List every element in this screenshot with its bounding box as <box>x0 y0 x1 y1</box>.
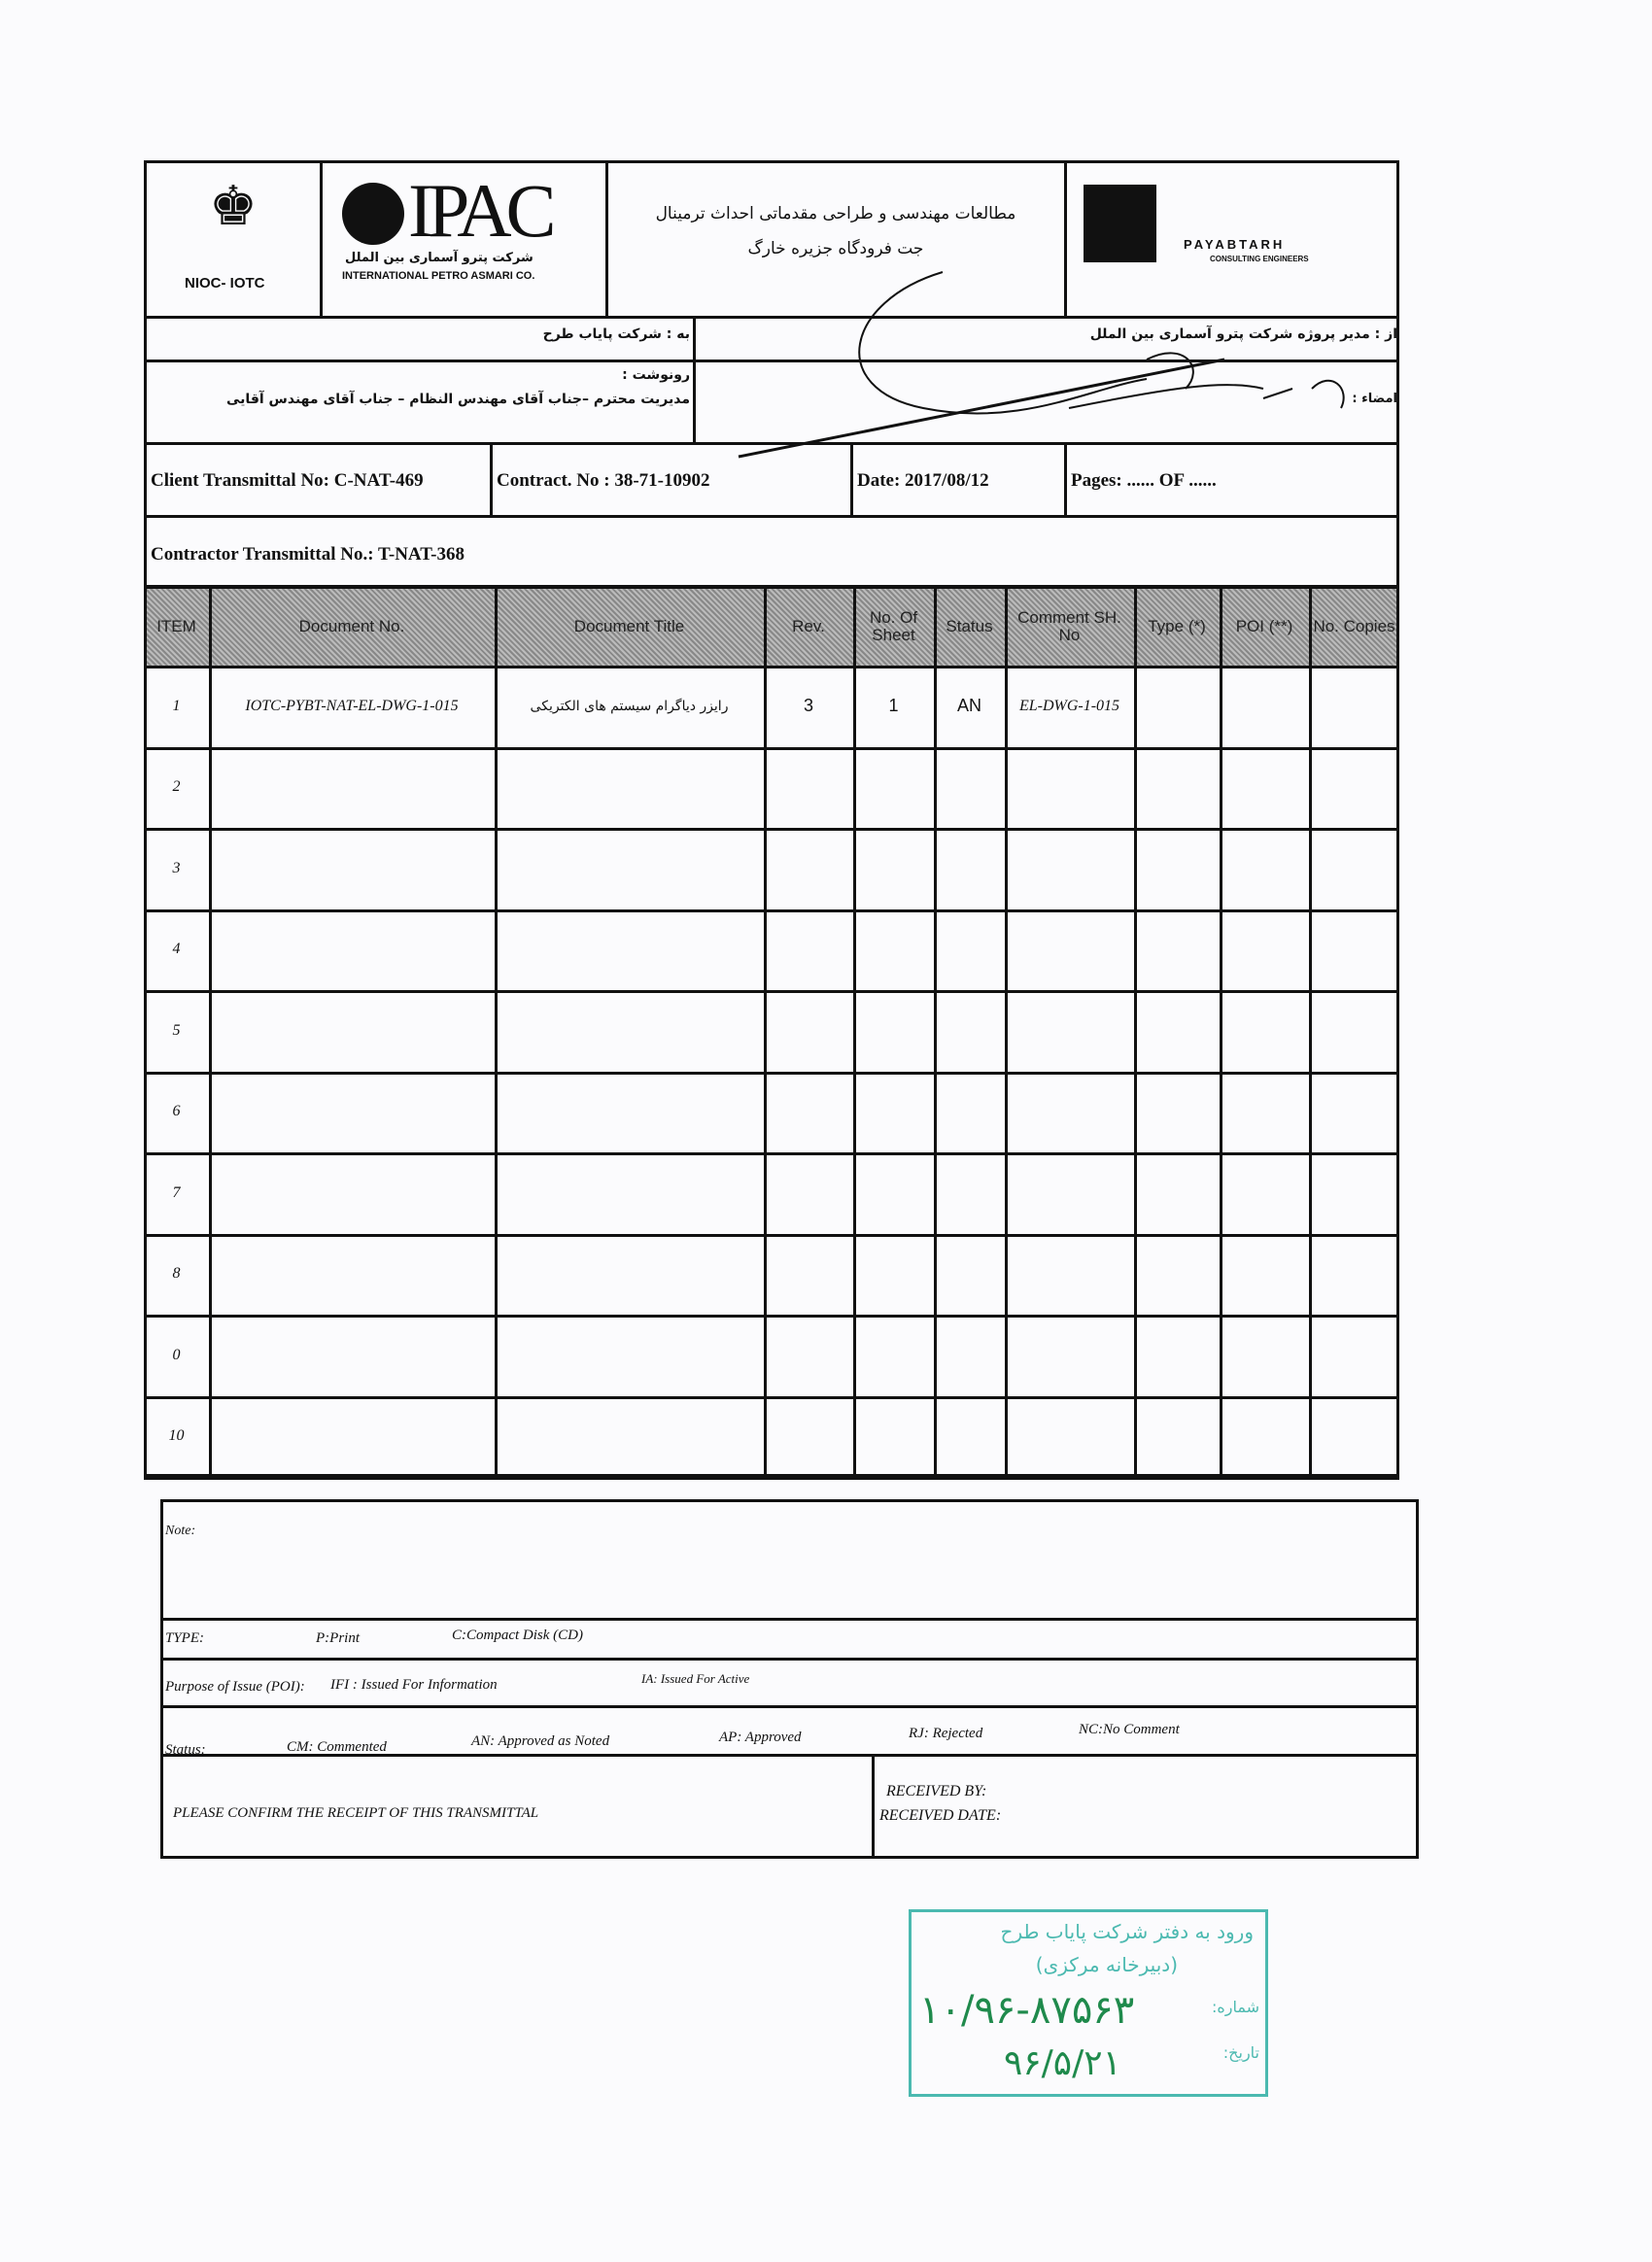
table-cell: EL-DWG-1-015 <box>1018 697 1120 714</box>
table-cell <box>1005 990 1134 1072</box>
poi-ia: IA: Issued For Active <box>641 1671 750 1686</box>
column-header: No. Copies <box>1313 617 1395 635</box>
table-cell <box>1220 747 1309 829</box>
ipac-logo: IPAC <box>408 168 551 253</box>
table-cell <box>1134 747 1220 829</box>
column-header: Document No. <box>298 617 405 635</box>
table-cell: AN <box>956 696 981 716</box>
table-cell <box>853 747 934 829</box>
contract-no: Contract. No : 38-71-10902 <box>497 470 710 491</box>
table-cell <box>209 990 495 1072</box>
table-cell <box>209 747 495 829</box>
table-cell <box>1220 666 1309 747</box>
payab-name: PAYABTARH <box>1184 237 1286 252</box>
received-by: RECEIVED BY: <box>886 1783 987 1799</box>
confirm-receipt: PLEASE CONFIRM THE RECEIPT OF THIS TRANSMITTAL <box>173 1805 539 1821</box>
table-cell <box>934 990 1005 1072</box>
table-cell <box>209 828 495 909</box>
payab-logo <box>1084 185 1156 262</box>
table-cell <box>853 990 934 1072</box>
table-cell <box>934 828 1005 909</box>
table-cell <box>764 1072 853 1153</box>
contractor-transmittal-no: Contractor Transmittal No.: T-NAT-368 <box>151 544 465 565</box>
column-divider <box>490 442 493 515</box>
table-cell <box>1309 909 1399 991</box>
item-number: 0 <box>172 1346 181 1363</box>
column-header: Rev. <box>792 617 825 635</box>
table-cell <box>853 909 934 991</box>
table-cell <box>853 828 934 909</box>
table-cell <box>1134 1315 1220 1396</box>
table-cell <box>495 1396 764 1478</box>
table-cell <box>1309 1234 1399 1316</box>
table-cell <box>934 1396 1005 1478</box>
table-cell <box>1134 1152 1220 1234</box>
nioc-logo: ♚ <box>208 177 258 237</box>
table-cell <box>1220 828 1309 909</box>
table-cell <box>209 909 495 991</box>
table-cell <box>209 1072 495 1153</box>
table-cell <box>1005 828 1134 909</box>
table-cell <box>934 1315 1005 1396</box>
row-divider <box>144 515 1399 518</box>
row-divider <box>160 1618 1419 1621</box>
receipt-stamp <box>909 1909 1268 2097</box>
table-cell <box>934 1234 1005 1316</box>
project-title-1: مطالعات مهندسی و طراحی مقدماتی احداث ترمینال <box>655 204 1016 223</box>
table-cell <box>1134 1234 1220 1316</box>
table-cell <box>934 1152 1005 1234</box>
table-cell <box>853 1315 934 1396</box>
table-cell <box>1309 1396 1399 1478</box>
table-cell: IOTC-PYBT-NAT-EL-DWG-1-015 <box>245 697 459 714</box>
status-an: AN: Approved as Noted <box>471 1733 610 1749</box>
table-cell <box>1134 909 1220 991</box>
table-cell <box>1005 1072 1134 1153</box>
ipac-drop-icon <box>342 183 404 245</box>
status-label: Status: <box>165 1742 206 1758</box>
item-number: 8 <box>172 1265 181 1283</box>
table-cell <box>1220 1072 1309 1153</box>
status-cm: CM: Commented <box>287 1739 387 1755</box>
table-cell: 3 <box>803 696 813 716</box>
table-cell <box>1309 1315 1399 1396</box>
table-cell <box>495 1315 764 1396</box>
table-cell <box>764 909 853 991</box>
type-cd: C:Compact Disk (CD) <box>452 1628 583 1643</box>
table-cell <box>764 828 853 909</box>
table-cell <box>853 1234 934 1316</box>
table-cell: رایزر دیاگرام سیستم های الکتریکی <box>530 698 729 714</box>
table-cell <box>1220 1234 1309 1316</box>
status-rj: RJ: Rejected <box>909 1726 983 1741</box>
item-number: 6 <box>172 1103 181 1120</box>
table-cell <box>934 747 1005 829</box>
from-field: از : مدیر پروژه شرکت پترو آسماری بین الملل <box>1089 326 1397 342</box>
poi-label: Purpose of Issue (POI): <box>165 1679 305 1695</box>
stamp-line1: ورود به دفتر شرکت پایاب طرح <box>1000 1920 1254 1943</box>
table-cell <box>495 828 764 909</box>
item-number: 10 <box>168 1427 185 1445</box>
table-cell <box>1309 1072 1399 1153</box>
cc-label: رونوشت : <box>622 367 690 383</box>
table-cell <box>1134 828 1220 909</box>
table-cell <box>853 1396 934 1478</box>
table-cell <box>1309 828 1399 909</box>
column-header: Status <box>946 617 993 635</box>
table-cell <box>1134 666 1220 747</box>
table-cell <box>764 1396 853 1478</box>
row-divider <box>160 1658 1419 1661</box>
item-number: 7 <box>172 1183 181 1201</box>
item-number: 3 <box>172 859 181 876</box>
item-number: 4 <box>172 941 181 958</box>
table-cell <box>1220 1396 1309 1478</box>
table-cell <box>764 747 853 829</box>
type-print: P:Print <box>316 1630 360 1646</box>
table-cell <box>1220 1315 1309 1396</box>
table-cell <box>1005 747 1134 829</box>
column-header: POI (**) <box>1235 617 1293 635</box>
column-header: No. Of Sheet <box>869 608 918 644</box>
table-cell <box>495 909 764 991</box>
table-cell <box>1309 990 1399 1072</box>
column-header: Comment SH. No <box>1017 608 1121 644</box>
date-field: Date: 2017/08/12 <box>857 470 989 491</box>
table-cell <box>495 1152 764 1234</box>
table-cell <box>1220 990 1309 1072</box>
table-cell <box>1005 909 1134 991</box>
table-cell <box>209 1234 495 1316</box>
table-cell <box>1005 1315 1134 1396</box>
nioc-label: NIOC- IOTC <box>185 275 265 291</box>
table-cell <box>764 1152 853 1234</box>
table-cell <box>209 1152 495 1234</box>
item-number: 5 <box>172 1021 181 1039</box>
table-cell <box>1134 990 1220 1072</box>
ipac-fa: شرکت پترو آسماری بین الملل <box>345 251 533 265</box>
table-cell <box>1220 909 1309 991</box>
item-number: 1 <box>172 697 181 714</box>
table-cell <box>495 990 764 1072</box>
stamp-number: ۱۰/۹۶-۸۷۵۶۳ <box>919 1988 1135 2033</box>
status-ap: AP: Approved <box>719 1730 802 1745</box>
row-divider <box>160 1705 1419 1708</box>
table-cell <box>934 1072 1005 1153</box>
to-field: به : شرکت پایاب طرح <box>542 326 690 342</box>
stamp-date-label: تاریخ: <box>1222 2043 1259 2062</box>
table-cell <box>1134 1396 1220 1478</box>
item-number: 2 <box>172 778 181 796</box>
table-cell <box>209 1315 495 1396</box>
table-cell <box>1220 1152 1309 1234</box>
table-cell <box>209 1396 495 1478</box>
column-header: Type (*) <box>1148 617 1206 635</box>
note-label: Note: <box>165 1524 196 1538</box>
type-label: TYPE: <box>165 1630 205 1646</box>
table-cell <box>853 1072 934 1153</box>
row-divider <box>144 1477 1399 1480</box>
table-cell <box>764 990 853 1072</box>
table-cell <box>1134 1072 1220 1153</box>
table-cell <box>1309 1152 1399 1234</box>
project-title-2: جت فرودگاه جزیره خارگ <box>747 239 924 258</box>
ipac-en: INTERNATIONAL PETRO ASMARI CO. <box>342 270 535 282</box>
table-cell: 1 <box>888 696 899 716</box>
column-divider <box>605 160 608 316</box>
table-cell <box>1005 1234 1134 1316</box>
column-header: ITEM <box>156 617 196 635</box>
status-nc: NC:No Comment <box>1079 1722 1180 1737</box>
table-cell <box>495 1234 764 1316</box>
stamp-date: ۹۶/۵/۲۱ <box>1004 2043 1121 2083</box>
cc-text: مدیریت محترم –جناب آقای مهندس النظام – جناب آقای مهندس آقایی <box>226 392 690 407</box>
stamp-line2: (دبیرخانه مرکزی) <box>1035 1953 1178 1976</box>
table-cell <box>764 1315 853 1396</box>
table-cell <box>1005 1152 1134 1234</box>
table-cell <box>495 747 764 829</box>
pages-field: Pages: ...... OF ...... <box>1071 470 1217 491</box>
table-cell <box>764 1234 853 1316</box>
table-cell <box>1309 747 1399 829</box>
received-date: RECEIVED DATE: <box>879 1807 1002 1824</box>
table-cell <box>934 909 1005 991</box>
stamp-number-label: شماره: <box>1211 1998 1259 2016</box>
table-cell <box>853 1152 934 1234</box>
poi-ifi: IFI : Issued For Information <box>330 1677 498 1693</box>
signature-label: امضاء : <box>1352 392 1397 406</box>
handwritten-signature <box>680 262 1419 486</box>
client-transmittal-no: Client Transmittal No: C-NAT-469 <box>151 470 424 491</box>
table-cell <box>1005 1396 1134 1478</box>
column-header: Document Title <box>573 617 685 635</box>
table-cell <box>1309 666 1399 747</box>
column-divider <box>320 160 323 316</box>
column-divider <box>872 1754 875 1859</box>
table-cell <box>495 1072 764 1153</box>
payab-sub: CONSULTING ENGINEERS <box>1210 255 1309 263</box>
